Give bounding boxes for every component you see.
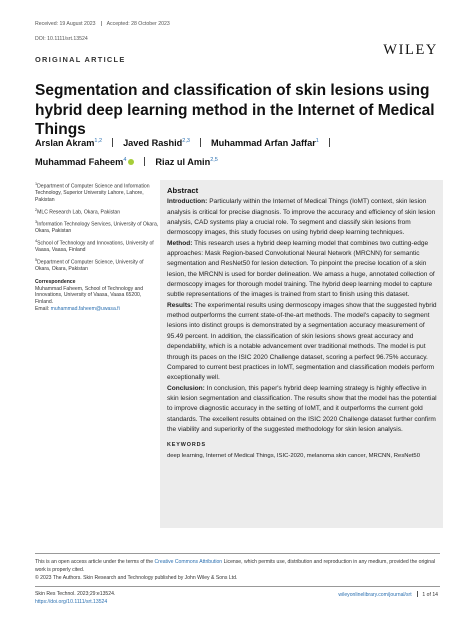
- author[interactable]: Riaz ul Amin$^{2,5}$: [155, 157, 218, 167]
- author[interactable]: Muhammad Arfan Jaffar$^1$: [210, 138, 319, 148]
- correspondence-email: Email: muhammad.faheem@uwasa.fi: [35, 305, 120, 312]
- correspondence-body: Muhammad Faheem, School of Technology and Innovations, University of Vaasa, Vaasa 65200, Finland.: [35, 285, 144, 306]
- article-dates: [35, 21, 170, 27]
- author[interactable]: Arslan Akram$^{1,2}$: [35, 138, 103, 148]
- email-link[interactable]: muhammad.faheem@uwasa.fi: [50, 305, 120, 312]
- correspondence-heading: Correspondence: [35, 278, 76, 285]
- keywords-heading: KEYWORDS: [167, 442, 206, 449]
- affiliation: $^4$School of Technology and Innovations, University of Vaasa, Vaasa, Finland: [35, 238, 154, 254]
- divider: [35, 553, 440, 554]
- abstract-conclusion: Conclusion: In conclusion, this paper's hybrid deep learning strategy is highly effective in skin lesion segmentation and classification. The results show that the model has the potential to improve diagnostic accuracy in the setting of IoMT, and it outperforms the current gold standards. The excellent results obtained on the ISIC 2020 Challenge dataset further confirm the viability and superiority of the suggested methodology for skin lesion analysis.: [167, 384, 437, 433]
- divider: [101, 21, 102, 26]
- affiliation: $^1$Department of Computer Science and Information Technology, Superior University Lahore, Lahore, Pakistan: [35, 182, 150, 204]
- abstract-heading: Abstract: [167, 186, 199, 195]
- citation-footer: [35, 591, 115, 606]
- article-doi: DOI: 10.1111/srt.13524: [35, 36, 88, 42]
- keywords: deep learning, Internet of Medical Things, ISIC-2020, melanoma skin cancer, MRCNN, ResNet50: [167, 452, 420, 459]
- accepted-date: Accepted: 28 October 2023: [106, 21, 170, 27]
- publisher-logo[interactable]: WILEY: [383, 42, 438, 58]
- orcid-icon[interactable]: [128, 159, 134, 165]
- section-label: ORIGINAL ARTICLE: [35, 55, 126, 64]
- page-number: 1 of 14: [422, 592, 438, 598]
- abstract-introduction: Introduction: Particularly within the Internet of Medical Things (IoMT) context, skin lesion analysis is critical for precise diagnosis. To improve the accuracy and efficiency of skin lesion analysis, CAD systems play a crucial role. To segment and classify skin lesions from dermoscopy images, this study focuses on using hybrid deep learning techniques.: [167, 198, 436, 237]
- license-notice: This is an open access article under the terms of the Creative Commons Attribution License, which permits use, distribution and reproduction in any medium, provided the original work is properly cited. © 2023 The Authors. Skin Research and Technology published by John Wiley & Sons Ltd.: [35, 558, 445, 583]
- affiliation: $^2$MLC Research Lab, Okara, Pakistan: [35, 207, 121, 216]
- copyright: © 2023 The Authors. Skin Research and Technology published by John Wiley & Sons Ltd.: [35, 575, 238, 582]
- divider: [144, 157, 145, 166]
- abstract-method: Method: This research uses a hybrid deep learning model that combines two cutting-edge approaches: Mask Region-based Convolutional Neural Network (MRCNN) for semantic segmentation and ResNet50 for lesion detection. To pinpoint the precise location of a skin lesion, the MRCNN is used for border delineation. We amass a huge, annotated collection of dermoscopy images for thorough model training. The hybrid deep learning model to capture subtle representations of the images is trained from start to finish using this dataset.: [167, 239, 435, 299]
- abstract-results: Results: The experimental results using dermoscopy images show that the suggested hybrid method outperforms the current state-of-the-art methods. The model's capacity to segment lesions into distinct groups is demonstrated by a segmentation accuracy measurement of 95.49 percent. In addition, the classification of skin lesions shows great accuracy and dependability, which is a notable advancement over traditional methods. The model is put through its paces on the ISIC 2020 Challenge dataset, scoring a perfect 96.75% accuracy. Compared to current best practices in IoMT, segmentation and classification models perform exceptionally well.: [167, 301, 437, 382]
- doi-link[interactable]: https://doi.org/10.1111/srt.13524: [35, 598, 108, 605]
- divider: [329, 138, 330, 147]
- journal-link[interactable]: wileyonlinelibrary.com/journal/srt: [338, 592, 412, 598]
- license-link[interactable]: Creative Commons Attribution: [154, 559, 223, 565]
- abstract: [167, 186, 437, 461]
- article-title: Segmentation and classification of skin lesions using hybrid deep learning method in the Internet of Medical Things: [35, 82, 435, 138]
- divider: [417, 591, 418, 597]
- citation: Skin Res Technol. 2023;29:e13524.: [35, 591, 116, 597]
- divider: [35, 586, 440, 587]
- divider: [112, 138, 113, 147]
- affiliation: $^3$Information Technology Services, University of Okara, Okara, Pakistan: [35, 219, 159, 235]
- affiliations-column: [35, 181, 159, 313]
- author[interactable]: Javed Rashid$^{2,3}$: [123, 138, 190, 148]
- received-date: Received: 19 August 2023: [35, 21, 96, 27]
- page-footer: [338, 591, 438, 598]
- affiliation: $^5$Department of Computer Science, University of Okara, Okara, Pakistan: [35, 257, 144, 272]
- author-list: [35, 133, 455, 171]
- author[interactable]: Muhammad Faheem$^4$: [35, 157, 134, 167]
- divider: [200, 138, 201, 147]
